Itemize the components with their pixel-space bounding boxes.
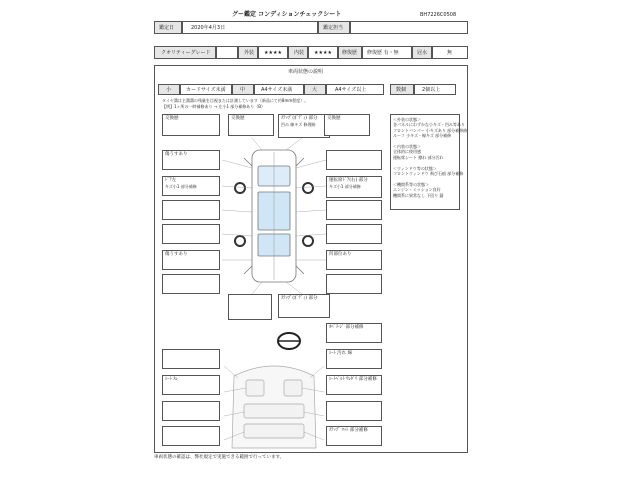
interior-label: 内装	[294, 50, 305, 56]
inspector-label: 鑑定担当	[323, 25, 344, 31]
count-value-cell	[414, 84, 456, 95]
steering-wheel-icon	[274, 330, 304, 352]
exterior-stars: ★★★★	[264, 50, 282, 56]
note-right-2-detail: キズ小1 部分補修	[329, 183, 361, 189]
car-body-outline	[244, 150, 304, 282]
interior-stars: ★★★★	[314, 50, 332, 56]
date-label-cell	[154, 21, 182, 34]
size-mid-label-cell	[232, 84, 254, 95]
wheel-rear-left-icon	[235, 236, 245, 246]
note-box-interior-left-4	[162, 426, 220, 446]
front-left-seat-icon	[246, 380, 264, 396]
note-left-3-detail: キズ小1 部分補修	[165, 183, 197, 189]
note-box-right-3	[326, 200, 382, 220]
wheel-rear-right-icon	[303, 236, 313, 246]
note-left-2-text: 傷うすあり	[165, 152, 188, 157]
date-label: 鑑定日	[159, 25, 175, 31]
wheel-front-left-icon	[235, 183, 245, 193]
note-box-interior-left-1	[162, 349, 220, 369]
flood-value: 無	[447, 50, 453, 56]
note-box-interior-right-1	[326, 323, 382, 343]
size-mid-label: 中	[240, 87, 246, 93]
note-box-top-4	[324, 114, 370, 136]
quality-grade-label: クオリティーグレード	[161, 50, 211, 56]
note-top-center-title: ｽﾃｯﾌﾟ(ﾎﾞﾃﾞｨ) 部分	[281, 116, 318, 121]
count-label: 数個	[396, 87, 407, 93]
repair-history-value: 修復歴 有・無	[367, 50, 399, 56]
count-value: 2個以上	[422, 87, 441, 93]
flood-value-cell	[432, 46, 468, 59]
interior-label-cell	[288, 46, 308, 59]
exterior-car-diagram	[222, 138, 326, 294]
interior-rating-cell	[308, 46, 338, 59]
condition-summary-line: ＜外装の状態＞	[393, 117, 421, 122]
size-mid-value-cell	[254, 84, 304, 95]
flood-label: 冠水	[417, 50, 428, 56]
note-box-top-2	[228, 114, 274, 136]
footer-note: 車両状態の確認は、弊社規定で実施できる範囲で行っています。	[154, 455, 285, 460]
note-left-6-text: 傷うすあり	[165, 252, 188, 257]
interior-seat-diagram	[224, 356, 324, 452]
note-interior-right-5-text: ｽﾃｯﾌﾟ ﾏｯﾄ 部分補修	[329, 428, 368, 433]
note-box-left-2	[162, 150, 220, 170]
note-box-bottom-left	[228, 294, 272, 320]
note-interior-left-2-text: ｼｰﾄ ｽﾚ	[165, 377, 178, 382]
note-box-top-center	[278, 114, 330, 138]
note-box-left-1	[162, 114, 220, 136]
inspector-label-cell	[318, 21, 350, 34]
note-box-interior-right-2	[326, 349, 382, 369]
note-box-left-3	[162, 176, 220, 196]
size-mid-value: A4サイズ未満	[261, 87, 293, 93]
condition-summary-line: ＜ウィンドウ等の状態＞	[393, 165, 437, 171]
note-box-left-5	[162, 224, 220, 244]
condition-summary-panel	[390, 114, 468, 210]
instruction-line-1: タイヤ溝は主溝溝の残量を目視または計測しています（新品にて約8mm程度）。	[162, 98, 309, 103]
date-value-cell	[182, 21, 318, 34]
wheel-front-right-icon	[303, 183, 313, 193]
note-box-interior-right-5	[326, 426, 382, 446]
front-right-seat-icon	[284, 380, 302, 396]
note-bottom-center-text: ｽﾃｯﾌﾟ(ﾎﾞﾃﾞｨ) 部分	[281, 296, 318, 301]
condition-summary-line: 全体的に使用感	[393, 149, 421, 155]
repair-history-label-cell	[338, 46, 362, 59]
condition-summary-line: フロントバンパー 小キズあり 部分補修跡	[393, 127, 468, 133]
note-interior-right-2-text: ｼｰﾄ 汚れ 線	[329, 351, 353, 356]
size-large-label-cell	[304, 84, 326, 95]
flood-label-cell	[412, 46, 432, 59]
note-box-interior-right-4	[326, 401, 382, 421]
size-small-label-cell	[158, 84, 180, 95]
note-box-interior-left-3	[162, 401, 220, 421]
repair-history-label: 修復歴	[342, 50, 358, 56]
note-interior-right-1-text: ｵﾍﾟﾗ-ｼﾞ 部分補修	[329, 325, 364, 330]
repair-history-value-cell	[362, 46, 412, 59]
condition-summary-line: 機関系に異常なし 下回り 錆	[393, 192, 444, 198]
condition-summary-lines	[393, 117, 468, 198]
note-box-left-6	[162, 250, 220, 270]
note-box-interior-right-3	[326, 375, 382, 395]
note-box-left-4	[162, 200, 220, 220]
note-box-right-4	[326, 224, 382, 244]
count-label-cell	[390, 84, 414, 95]
date-value: 2020年4月3日	[191, 25, 226, 31]
note-left-1-text: 交換歴	[165, 116, 179, 121]
size-small-label: 小	[166, 87, 172, 93]
condition-summary-line: フロントウィンドウ 飛び石痕 部分補修	[393, 171, 464, 177]
note-box-right-1	[326, 150, 382, 170]
instruction-line-2: 【例】1ヶ所の一時補修あり → 左小1 部分補修あり（B）	[162, 104, 265, 109]
section-title: 車両状態の説明	[288, 69, 324, 75]
note-box-left-7	[162, 274, 220, 294]
note-box-interior-left-2	[162, 375, 220, 395]
condition-summary-line: ＜機関系等の状態＞	[393, 181, 429, 187]
condition-summary-line: 各パネルにわずかな小キズ・凹み等あり	[393, 122, 465, 128]
note-interior-right-3-text: ｼｰﾄﾍﾞﾙﾄ ﾜﾚﾀﾞﾘ 部分補修	[329, 377, 377, 382]
note-top-2-text: 交換歴	[231, 116, 245, 121]
size-large-value-cell	[326, 84, 384, 95]
size-small-value: カードサイズ未満	[186, 87, 226, 93]
note-box-right-2	[326, 176, 382, 198]
size-large-value: A4サイズ以上	[335, 87, 367, 93]
condition-summary-line: エンジン・ミッション良好	[393, 187, 441, 193]
exterior-label: 外装	[244, 50, 255, 56]
note-box-right-6	[326, 274, 382, 294]
note-left-3-title: ﾄﾞｱ左	[165, 178, 177, 183]
document-number: BH7226C0508	[420, 12, 457, 18]
rear-seat-icon	[244, 404, 304, 418]
quality-grade-value	[216, 46, 238, 59]
condition-summary-line: ルーフ 小キズ・線キズ 部分補修	[393, 133, 452, 139]
note-right-5-text: 凹部位あり	[329, 252, 352, 257]
exterior-label-cell	[238, 46, 258, 59]
exterior-rating-cell	[258, 46, 288, 59]
condition-summary-line: 運転席シート 擦れ 部分汚れ	[393, 154, 444, 160]
size-large-label: 大	[312, 87, 318, 93]
condition-sheet	[152, 10, 470, 462]
note-box-bottom-center	[278, 294, 330, 318]
note-right-2-title: 運転席ﾄﾞｱ(右) 部分	[329, 178, 368, 183]
size-small-value-cell	[180, 84, 232, 95]
inspector-value-cell	[350, 21, 468, 34]
sheet-title: グー鑑定 コンディションチェックシート	[232, 11, 342, 18]
note-top-center-detail: 凹み 線キズ 修理跡	[281, 121, 316, 127]
note-box-right-5	[326, 250, 382, 270]
note-top-4-text: 交換歴	[327, 116, 341, 121]
third-row-seat-icon	[244, 424, 304, 438]
quality-grade-label-cell	[154, 46, 216, 59]
condition-summary-line: ＜内装の状態＞	[393, 144, 421, 150]
